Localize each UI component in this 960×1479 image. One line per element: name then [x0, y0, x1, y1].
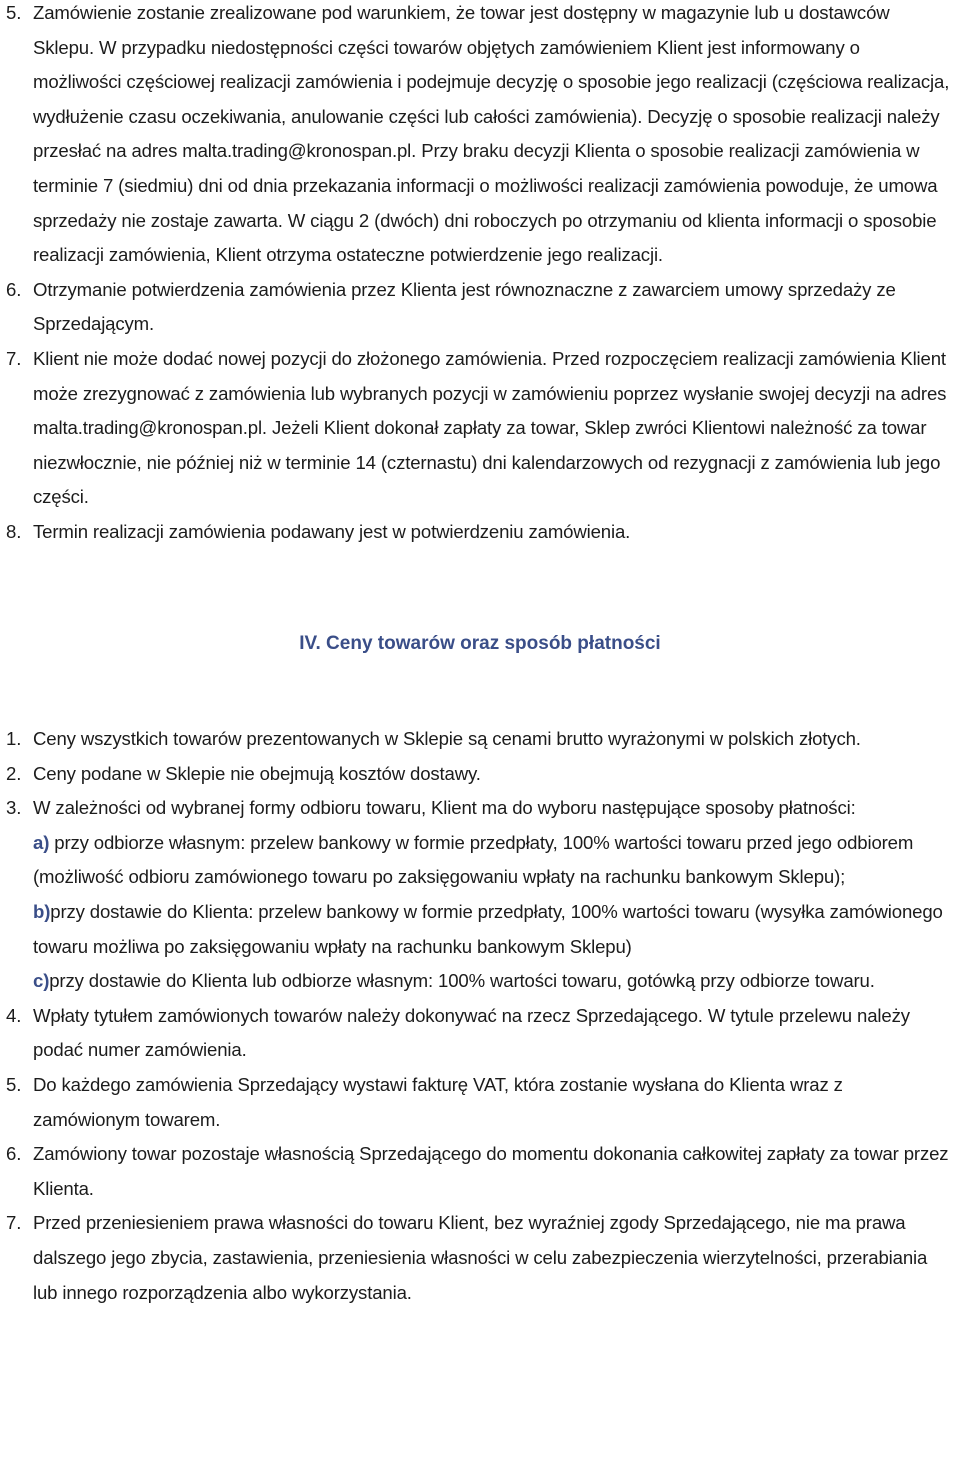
list-item [0, 791, 952, 999]
prices-payment-list [0, 722, 958, 1310]
item-number: 2. [6, 762, 22, 784]
item-number: 3. [6, 797, 22, 819]
item-text: Przed przeniesieniem prawa własności do towaru Klient, bez wyraźniej zgody Sprzedającego, nie ma prawa dalszego jego zbycia, zastawienia, przeniesienia własności w celu zabezpieczenia wierzytelności, przerabiania lub innego rozporządzenia albo wykorzystania. [33, 1212, 928, 1303]
order-terms-list [0, 0, 958, 550]
list-item [0, 757, 952, 792]
list-item [0, 0, 952, 273]
list-item [0, 999, 952, 1068]
item-text: W zależności od wybranej formy odbioru towaru, Klient ma do wyboru następujące sposoby płatności: [33, 797, 856, 819]
payment-option-a [33, 826, 952, 895]
option-letter: c) [33, 970, 50, 992]
section-heading: IV. Ceny towarów oraz sposób płatności [299, 633, 661, 654]
item-number: 7. [6, 1212, 22, 1234]
item-text: Ceny wszystkich towarów prezentowanych w Sklepie są cenami brutto wyrażonymi w polskich złotych. [33, 728, 861, 749]
item-text: Zamówienie zostanie zrealizowane pod warunkiem, że towar jest dostępny w magazynie lub u dostawców Sklepu. W przypadku niedostępności części towarów objętych zamówieniem Klient jest informowany o możliwości częściowej realizacji zamówienia i podejmuje decyzję o sposobie jego realizacji (częściowa realizacja, wydłużenie czasu oczekiwania, anulowanie części lub całości zamówienia). Decyzję o sposobie realizacji należy przesłać na adres malta.trading@kronospan.pl. Przy braku decyzji Klienta o sposobie realizacji zamówienia w terminie 7 (siedmiu) dni od dnia przekazania informacji o możliwości realizacji zamówienia powoduje, że umowa sprzedaży nie zostaje zawarta. W ciągu 2 (dwóch) dni roboczych po otrzymaniu od klienta informacji o sposobie realizacji zamówienia, Klient otrzyma ostateczne potwierdzenie jego realizacji. [33, 2, 950, 266]
item-number: 4. [6, 1004, 22, 1026]
list-item [0, 273, 952, 342]
item-number: 5. [6, 2, 22, 23]
payment-option-c [33, 964, 952, 999]
list-item [0, 1206, 952, 1310]
list-item [0, 342, 952, 515]
item-text: Otrzymanie potwierdzenia zamówienia przez Klienta jest równoznaczne z zawarciem umowy sprzedaży ze Sprzedającym. [33, 278, 896, 335]
list-item [0, 1068, 952, 1137]
option-text: przy dostawie do Klienta: przelew bankowy w formie przedpłaty, 100% wartości towaru (wysyłka zamówionego towaru możliwa po zaksięgowaniu wpłaty na rachunku bankowym Sklepu) [33, 900, 943, 957]
item-text: Wpłaty tytułem zamówionych towarów należy dokonywać na rzecz Sprzedającego. W tytule przelewu należy podać numer zamówienia. [33, 1004, 910, 1061]
list-item [0, 1137, 952, 1206]
option-text: przy dostawie do Klienta lub odbiorze własnym: 100% wartości towaru, gotówką przy odbiorze towaru. [49, 970, 875, 992]
item-text: Klient nie może dodać nowej pozycji do złożonego zamówienia. Przed rozpoczęciem realizacji zamówienia Klient może zrezygnować z zamówienia lub wybranych pozycji w zamówieniu poprzez wysłanie swojej decyzji na adres malta.trading@kronospan.pl. Jeżeli Klient dokonał zapłaty za towar, Sklep zwróci Klientowi należność za towar niezwłocznie, nie później niż w terminie 14 (czternastu) dni kalendarzowych od rezygnacji z zamówienia lub jego części. [33, 347, 947, 508]
list-item [0, 515, 952, 550]
item-text: Ceny podane w Sklepie nie obejmują kosztów dostawy. [33, 762, 481, 784]
item-text: Do każdego zamówienia Sprzedający wystawi fakturę VAT, która zostanie wysłana do Klienta wraz z zamówionym towarem. [33, 1073, 843, 1130]
item-number: 6. [6, 278, 22, 300]
option-letter: b) [33, 900, 51, 922]
option-letter: a) [33, 831, 50, 853]
item-number: 5. [6, 1073, 22, 1095]
item-text: Termin realizacji zamówienia podawany jest w potwierdzeniu zamówienia. [33, 520, 631, 542]
item-number: 8. [6, 520, 22, 542]
list-item [0, 722, 952, 757]
item-text: Zamówiony towar pozostaje własnością Sprzedającego do momentu dokonania całkowitej zapłaty za towar przez Klienta. [33, 1143, 949, 1199]
item-number: 6. [6, 1143, 22, 1165]
item-number: 7. [6, 347, 22, 369]
option-text: przy odbiorze własnym: przelew bankowy w formie przedpłaty, 100% wartości towaru przed jego odbiorem (możliwość odbioru zamówionego towaru po zaksięgowaniu wpłaty na rachunku bankowym Sklepu); [33, 831, 914, 888]
item-number: 1. [6, 728, 22, 749]
payment-option-b [33, 895, 952, 964]
